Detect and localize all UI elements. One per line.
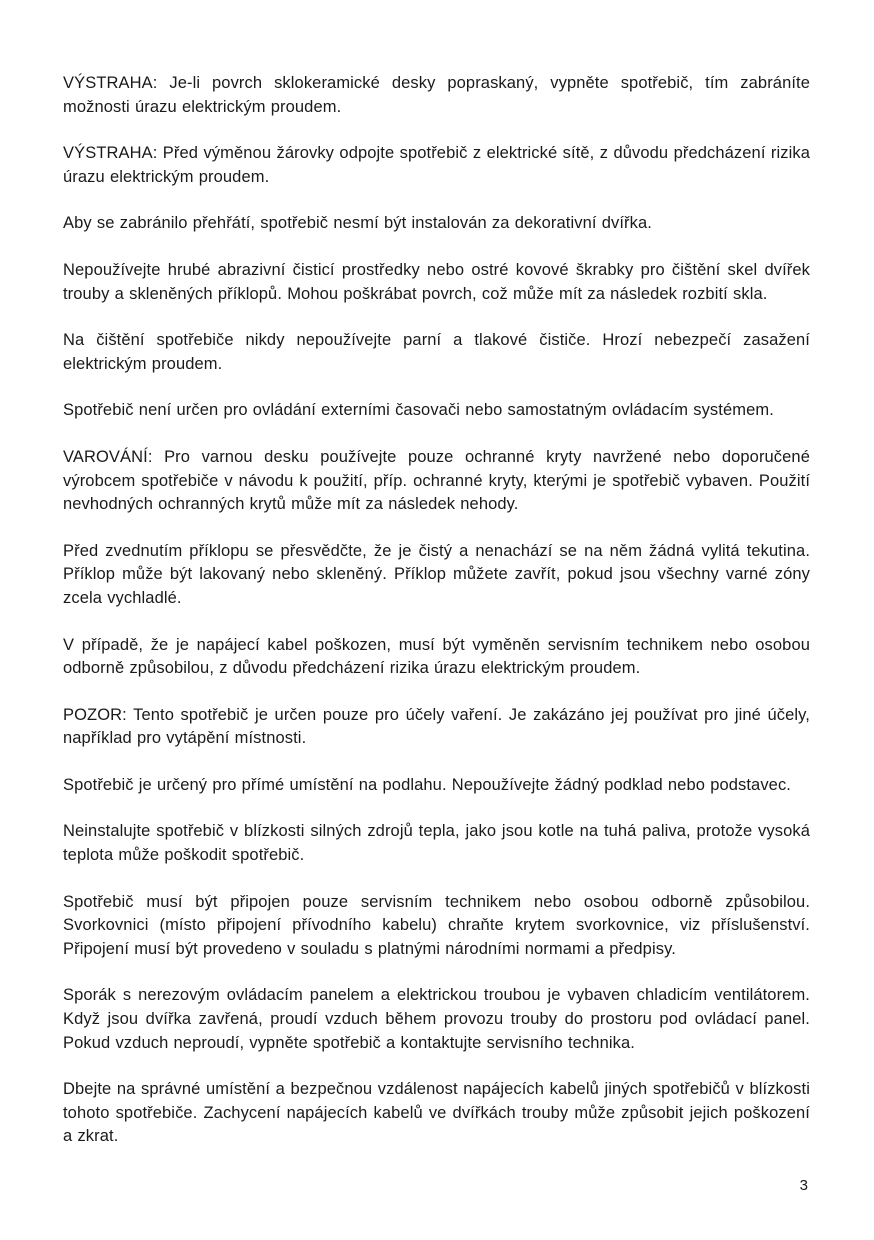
paragraph-lid-check: Před zvednutím příklopu se přesvědčte, že je čistý a nenachází se na něm žádná vylitá tekutina. Příklop může být lakovaný nebo skleněný. Příklop můžete zavřít, pokud jsou všechny varné zóny zcela vychladlé.: [63, 541, 810, 607]
document-body: [63, 72, 810, 1172]
paragraph-warning-ceramic: VÝSTRAHA: Je-li povrch sklokeramické desky popraskaný, vypněte spotřebič, tím zabráníte možnosti úrazu elektrickým proudem.: [63, 74, 810, 116]
paragraph-warning-bulb: VÝSTRAHA: Před výměnou žárovky odpojte spotřebič z elektrické sítě, z důvodu předcházení rizika úrazu elektrickým proudem.: [63, 144, 810, 186]
paragraph-power-cable: V případě, že je napájecí kabel poškozen, musí být vyměněn servisním technikem nebo osobou odborně způsobilou, z důvodu předcházení rizika úrazu elektrickým proudem.: [63, 635, 810, 678]
page-number: 3: [799, 1177, 808, 1194]
paragraph-overheating: Aby se zabránilo přehřátí, spotřebič nesmí být instalován za dekorativní dvířka.: [63, 214, 652, 233]
paragraph-cooling-fan: Sporák s nerezovým ovládacím panelem a elektrickou troubou je vybaven chladicím ventilátorem. Když jsou dvířka zavřená, proudí vzduch během provozu trouby do prostoru pod ovládací panel. Pokud vzduch neproudí, vypněte spotřebič a kontaktujte servisního technika.: [63, 986, 810, 1052]
paragraph-caution-cooking-only: POZOR: Tento spotřebič je určen pouze pro účely vaření. Je zakázáno jej používat pro jiné účely, například pro vytápění místnosti.: [63, 705, 810, 748]
paragraph-cable-distance: Dbejte na správné umístění a bezpečnou vzdálenost napájecích kabelů jiných spotřebičů v blízkosti tohoto spotřebiče. Zachycení napájecích kabelů ve dvířkách trouby může způsobit jejich poškození a zkrat.: [63, 1080, 810, 1146]
paragraph-connection-technician: Spotřebič musí být připojen pouze servisním technikem nebo osobou odborně způsobilou. Svorkovnici (místo připojení přívodního kabelu) chraňte krytem svorkovnice, viz příslušenství. Připojení musí být provedeno v souladu s platnými národními normami a předpisy.: [63, 892, 810, 958]
paragraph-warning-hob-covers: VAROVÁNÍ: Pro varnou desku používejte pouze ochranné kryty navržené nebo doporučené výrobcem spotřebiče v návodu k použití, příp. ochranné kryty, kterými je spotřebič vybaven. Použití nevhodných ochranných krytů může mít za následek nehody.: [63, 447, 810, 514]
paragraph-heat-sources: Neinstalujte spotřebič v blízkosti silných zdrojů tepla, jako jsou kotle na tuhá paliva, protože vysoká teplota může poškodit spotřebič.: [63, 822, 810, 865]
paragraph-floor-placement: Spotřebič je určený pro přímé umístění na podlahu. Nepoužívejte žádný podklad nebo podstavec.: [63, 775, 791, 794]
paragraph-steam-cleaners: Na čištění spotřebiče nikdy nepoužívejte parní a tlakové čističe. Hrozí nebezpečí zasažení elektrickým proudem.: [63, 331, 810, 373]
paragraph-external-timers: Spotřebič není určen pro ovládání externími časovači nebo samostatným ovládacím systémem.: [63, 401, 774, 420]
paragraph-abrasive-cleaners: Nepoužívejte hrubé abrazivní čisticí prostředky nebo ostré kovové škrabky pro čištění skel dvířek trouby a skleněných příklopů. Mohou poškrábat povrch, což může mít za následek rozbití skla.: [63, 260, 810, 303]
